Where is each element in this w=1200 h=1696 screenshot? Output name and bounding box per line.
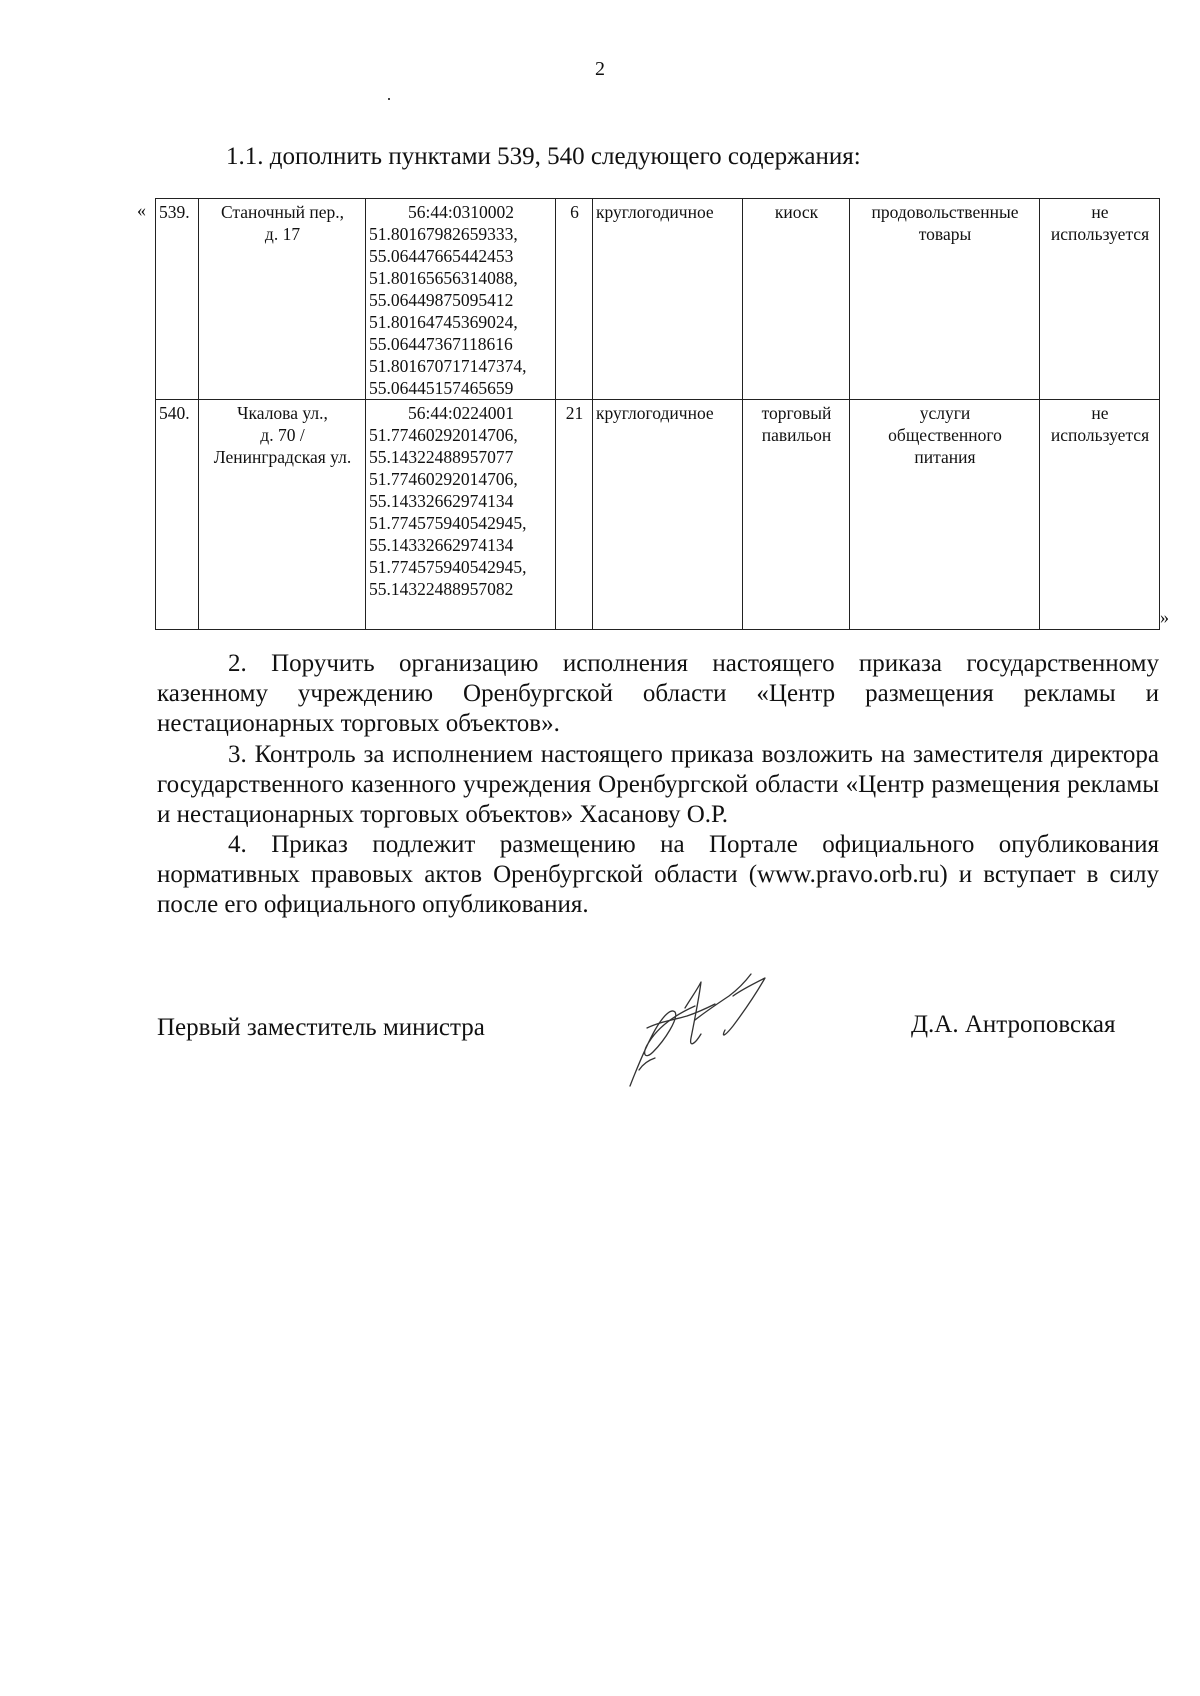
row-number: 540. xyxy=(156,400,199,630)
paragraph-3-text: 3. Контроль за исполнением настоящего приказа возложить на заместителя директора государственного казенного учреждения Оренбургской области «Центр размещения рекламы и нестационарных торговых объектов» Хасанову О.Р. xyxy=(157,741,1159,828)
coordinates-cell xyxy=(366,199,556,400)
signer-name: Д.А. Антроповская xyxy=(911,1011,1116,1038)
cadastral-number: 56:44:0224001 xyxy=(408,403,514,423)
coordinate: 51.80164745369024, xyxy=(369,312,518,332)
coordinate: 55.14332662974134 xyxy=(369,491,514,511)
coordinate: 51.80167982659333, xyxy=(369,224,518,244)
paragraph-4-text: 4. Приказ подлежит размещению на Портале официального опубликования нормативных правовых актов Оренбургской области (www.pravo.orb.ru) и вступает в силу после его официального опубликования. xyxy=(157,831,1159,918)
signer-title: Первый заместитель министра xyxy=(157,1014,485,1041)
type-cell xyxy=(743,400,850,630)
area-cell: 6 xyxy=(556,199,593,400)
specialization-line: услуги xyxy=(919,403,971,423)
area-cell: 21 xyxy=(556,400,593,630)
address-cell xyxy=(199,400,366,630)
period-cell: круглогодичное xyxy=(593,400,743,630)
scan-speck xyxy=(388,98,390,100)
status-cell xyxy=(1040,400,1160,630)
coordinate: 55.06449875095412 xyxy=(369,290,514,310)
status-line: используется xyxy=(1050,425,1150,445)
table-row xyxy=(156,199,1160,400)
intro-line: 1.1. дополнить пунктами 539, 540 следующего содержания: xyxy=(226,143,861,170)
coordinate: 51.77460292014706, xyxy=(369,469,518,489)
type-line: торговый xyxy=(761,403,832,423)
specialization-line: продовольственные xyxy=(871,202,1019,222)
opening-quote: « xyxy=(137,200,146,220)
coordinate: 55.06445157465659 xyxy=(369,378,514,398)
coordinate: 51.801670717147374, xyxy=(369,356,527,376)
coordinate: 55.06447665442453 xyxy=(369,246,514,266)
coordinate: 51.80165656314088, xyxy=(369,268,518,288)
coordinate: 51.774575940542945, xyxy=(369,557,527,577)
period-cell: круглогодичное xyxy=(593,199,743,400)
specialization-cell xyxy=(850,400,1040,630)
cadastral-number: 56:44:0310002 xyxy=(408,202,514,222)
address-line: Станочный пер., xyxy=(220,202,345,222)
coordinate: 55.14322488957082 xyxy=(369,579,514,599)
coordinate: 55.14332662974134 xyxy=(369,535,514,555)
closing-quote: » xyxy=(1160,607,1169,627)
status-line: не xyxy=(1091,202,1109,222)
specialization-line: общественного xyxy=(888,425,1002,445)
paragraph-2 xyxy=(157,649,1159,739)
status-line: используется xyxy=(1050,224,1150,244)
address-line: Чкалова ул., xyxy=(237,403,328,423)
coordinate: 55.06447367118616 xyxy=(369,334,513,354)
coordinate: 51.77460292014706, xyxy=(369,425,518,445)
specialization-cell xyxy=(850,199,1040,400)
address-cell xyxy=(199,199,366,400)
address-line: Ленинградская ул. xyxy=(213,447,352,467)
specialization-line: питания xyxy=(914,447,976,467)
coordinate: 51.774575940542945, xyxy=(369,513,527,533)
address-line: д. 17 xyxy=(264,224,301,244)
handwritten-signature xyxy=(625,968,785,1088)
coordinates-cell xyxy=(366,400,556,630)
paragraph-3 xyxy=(157,740,1159,830)
specialization-line: товары xyxy=(918,224,972,244)
row-number: 539. xyxy=(156,199,199,400)
status-line: не xyxy=(1091,403,1109,423)
type-cell: киоск xyxy=(743,199,850,400)
paragraph-4 xyxy=(157,830,1159,920)
sites-table xyxy=(155,198,1160,630)
type-line: павильон xyxy=(761,425,832,445)
table-row xyxy=(156,400,1160,630)
status-cell xyxy=(1040,199,1160,400)
paragraph-2-text: 2. Поручить организацию исполнения настоящего приказа государственному казенному учреждению Оренбургской области «Центр размещения рекламы и нестационарных торговых объектов». xyxy=(157,650,1159,737)
address-line: д. 70 / xyxy=(260,425,305,445)
page-number: 2 xyxy=(595,58,605,80)
coordinate: 55.14322488957077 xyxy=(369,447,514,467)
